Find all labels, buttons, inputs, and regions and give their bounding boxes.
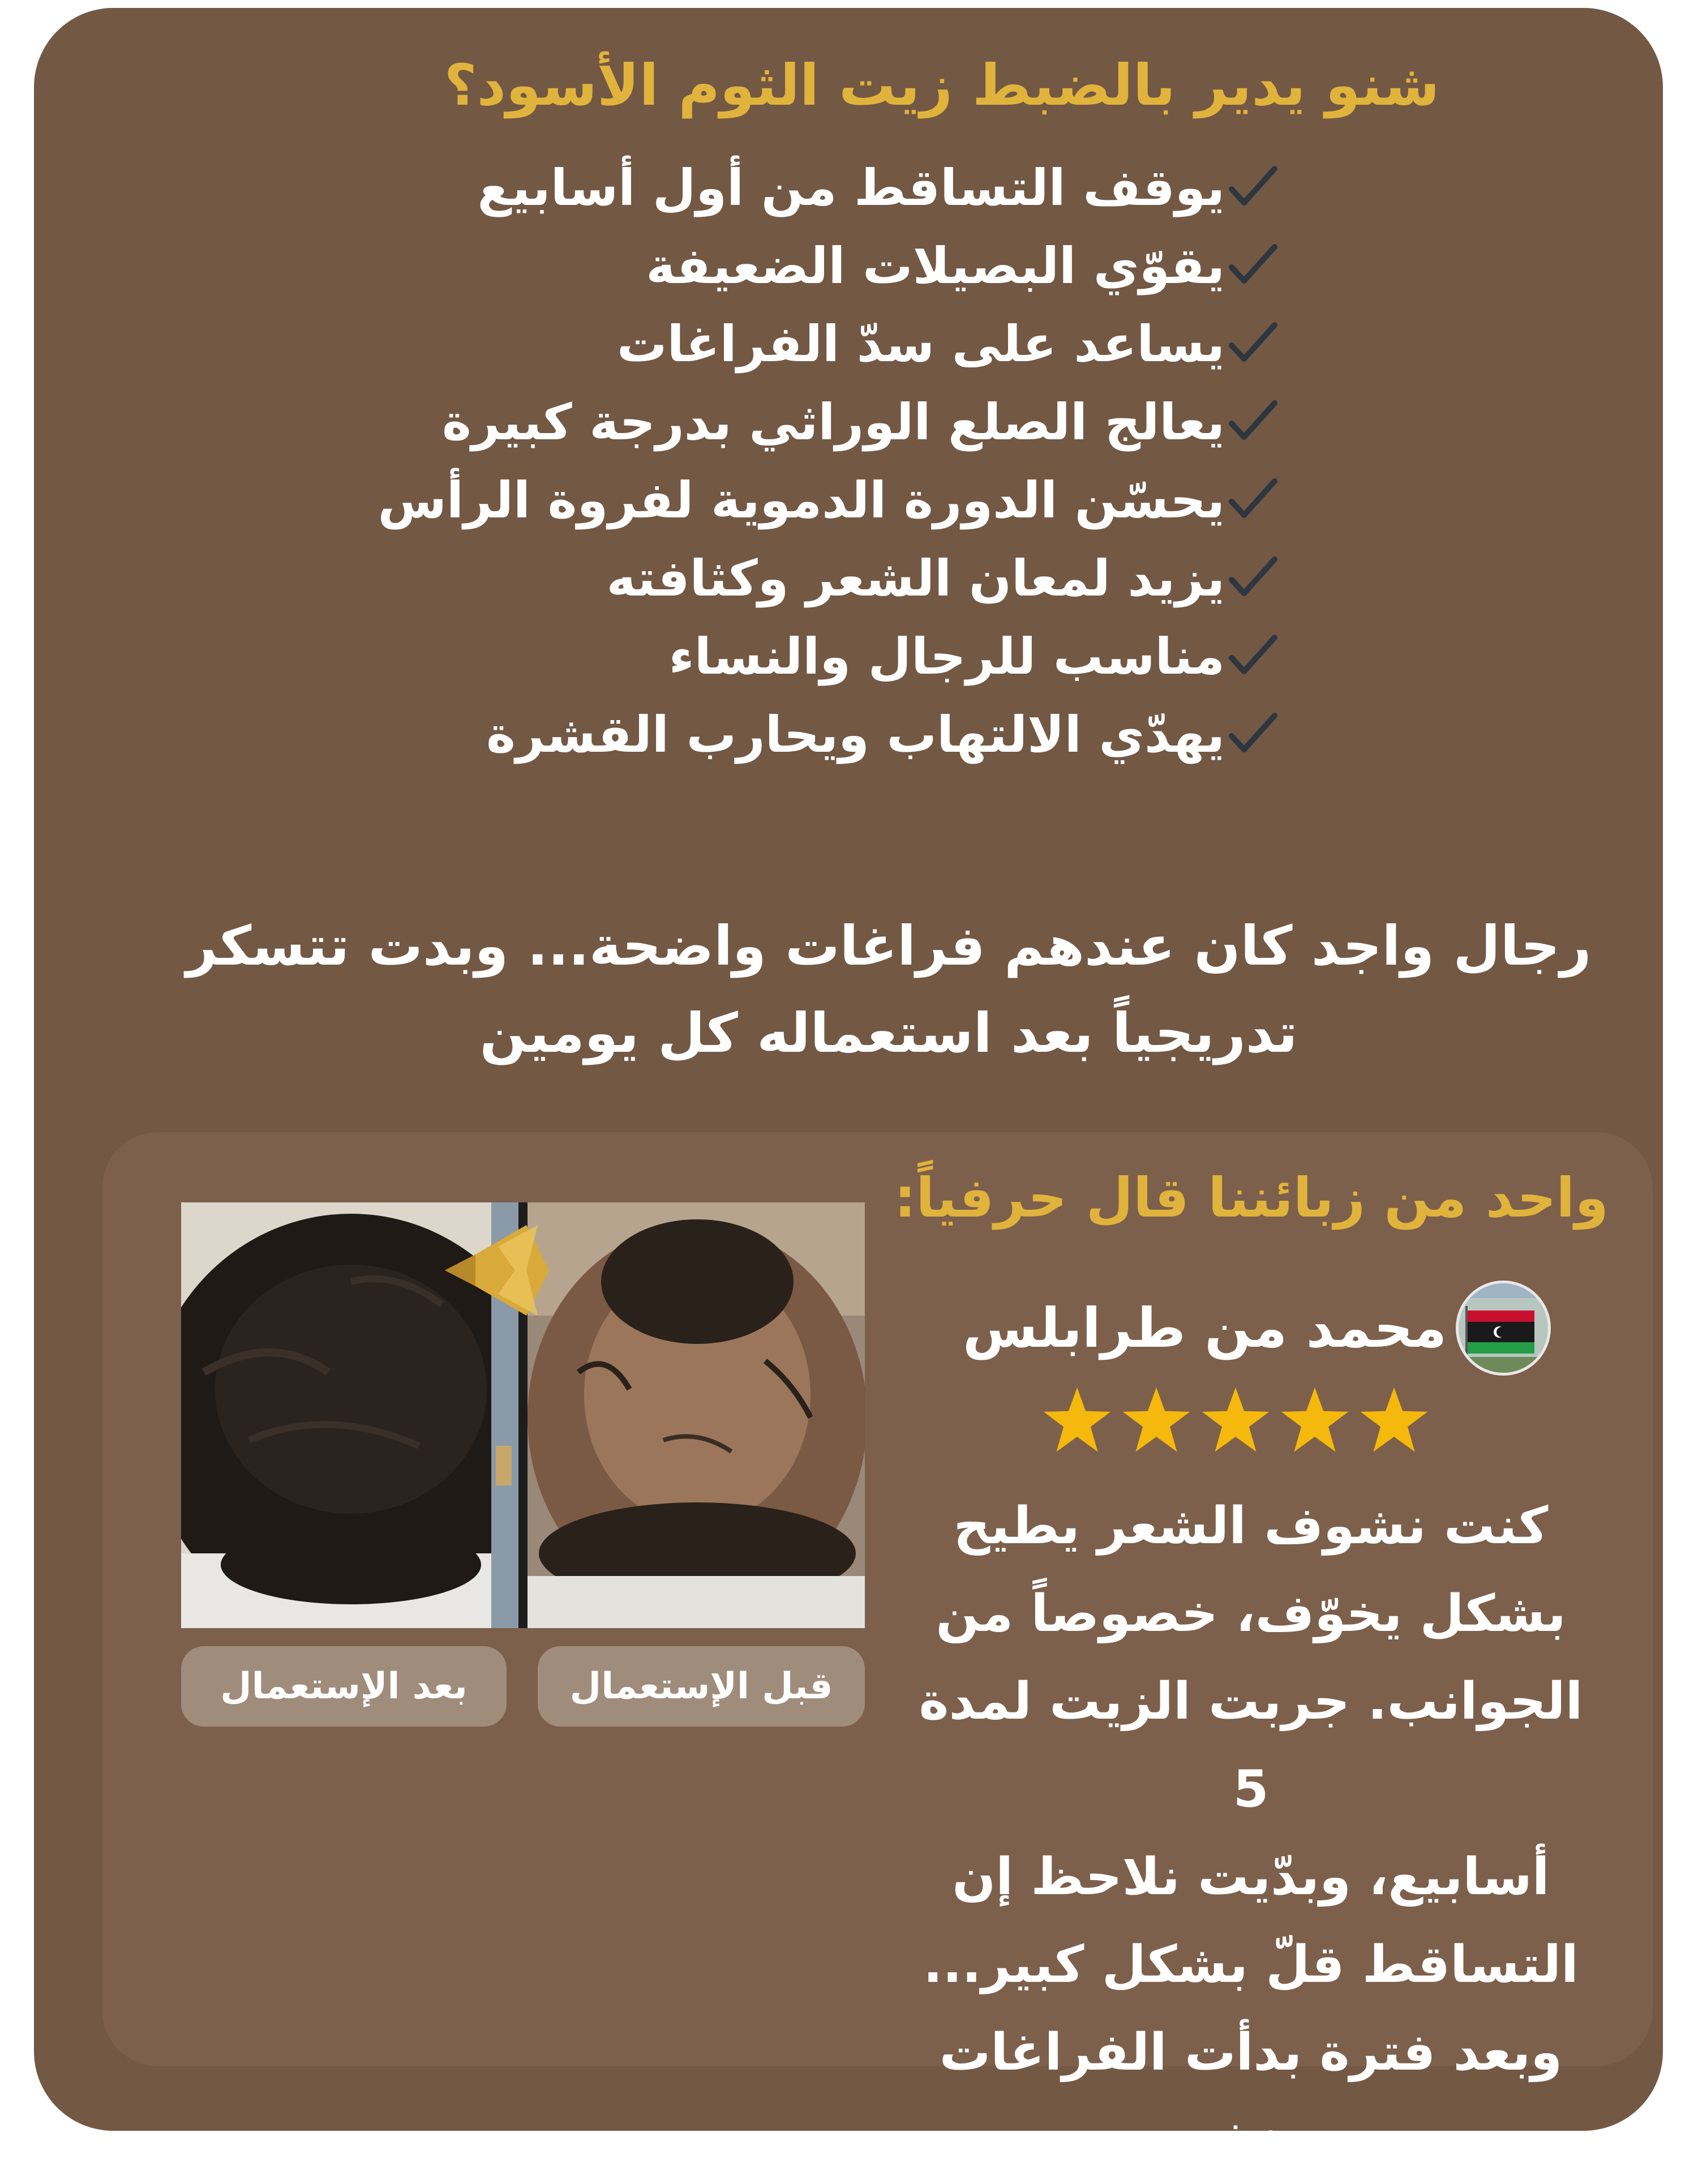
- testimonial-text: [894, 1482, 1607, 2184]
- feature-label: يعالج الصلع الوراثي بدرجة كبيرة: [441, 392, 1225, 451]
- check-icon: [1227, 396, 1278, 447]
- arrow-left-icon: [181, 1202, 865, 1628]
- results-line-2: تدريجياً بعد استعماله كل يومين: [479, 1001, 1298, 1065]
- feature-item: [378, 383, 1278, 461]
- feature-item: [378, 695, 1278, 773]
- testimonial-box: [102, 1132, 1653, 2170]
- testimonial-title: واحد من زبائننا قال حرفياً:: [894, 1166, 1609, 1230]
- star-icon: [1279, 1385, 1350, 1456]
- feature-label: يوقف التساقط من أول أسابيع: [477, 158, 1225, 217]
- check-icon: [1227, 474, 1278, 525]
- results-paragraph: [136, 902, 1641, 1077]
- check-icon: [1227, 240, 1278, 291]
- before-label: قبل الإستعمال: [538, 1646, 865, 1727]
- feature-item: [378, 539, 1278, 617]
- testimonial-line: أسابيع، وبدّيت نلاحظ إن: [952, 1847, 1550, 1907]
- check-icon: [1227, 709, 1278, 760]
- check-icon: [1227, 162, 1278, 213]
- feature-label: مناسب للرجال والنساء: [668, 627, 1225, 686]
- feature-item: [378, 461, 1278, 539]
- feature-item: [378, 148, 1278, 226]
- testimonial-line: بشكل يخوّف، خصوصاً من: [936, 1584, 1566, 1643]
- reviewer-name: محمد من طرابلس: [962, 1296, 1447, 1360]
- reviewer: [963, 1281, 1551, 1376]
- testimonial-line: الجوانب. جربت الزيت لمدة 5: [919, 1672, 1583, 1819]
- before-after-photos: [181, 1202, 865, 1628]
- star-icon: [1358, 1385, 1430, 1456]
- feature-list: [378, 148, 1278, 773]
- feature-label: يزيد لمعان الشعر وكثافته: [606, 549, 1225, 607]
- check-icon: [1227, 631, 1278, 682]
- check-icon: [1227, 318, 1278, 369]
- star-icon: [1041, 1385, 1113, 1456]
- feature-item: [378, 226, 1278, 305]
- testimonial-line: تخف: [1193, 2110, 1309, 2170]
- star-icon: [1200, 1385, 1271, 1456]
- star-rating: [1041, 1385, 1430, 1456]
- testimonial-line: كنت نشوف الشعر يطيح: [953, 1496, 1549, 1556]
- feature-item: [378, 617, 1278, 695]
- feature-item: [378, 305, 1278, 383]
- after-label: بعد الإستعمال: [181, 1646, 507, 1727]
- star-icon: [1121, 1385, 1192, 1456]
- results-line-1: رجال واجد كان عندهم فراغات واضحة... وبدت تتسكر: [186, 914, 1592, 978]
- info-card: [34, 8, 1663, 2170]
- testimonial-line: التساقط قلّ بشكل كبير...: [923, 1935, 1579, 1994]
- feature-label: يقوّي البصيلات الضعيفة: [646, 236, 1225, 295]
- page-title: شنو يدير بالضبط زيت الثوم الأسود؟: [444, 52, 1440, 118]
- libya-flag-avatar: [1456, 1281, 1551, 1376]
- feature-label: يساعد على سدّ الفراغات: [617, 314, 1225, 373]
- testimonial-line: وبعد فترة بدأت الفراغات: [939, 2023, 1563, 2082]
- check-icon: [1227, 553, 1278, 603]
- feature-label: يهدّي الالتهاب ويحارب القشرة: [486, 705, 1225, 764]
- feature-label: يحسّن الدورة الدموية لفروة الرأس: [378, 470, 1225, 529]
